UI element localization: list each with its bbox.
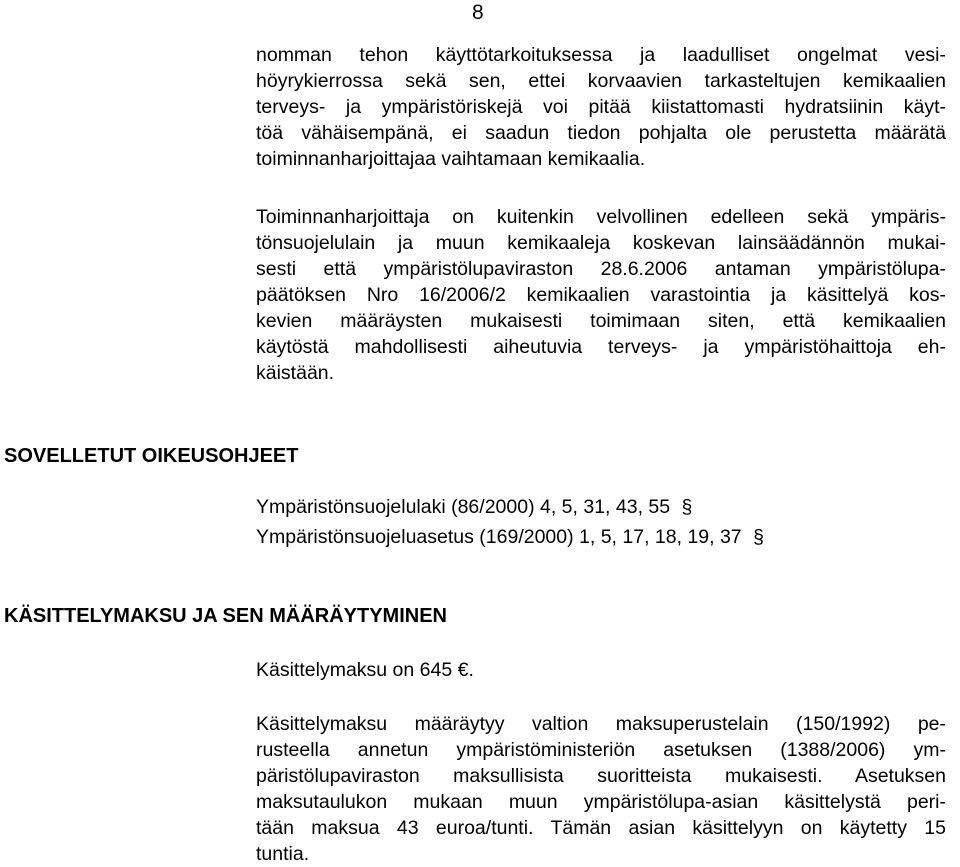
paragraph-line: päätöksen Nro 16/2006/2 kemikaalien varastointia ja käsittelyä kos- [256, 284, 946, 306]
fee-paragraph [256, 711, 946, 867]
paragraph-line: käistään. [256, 362, 335, 384]
paragraph-line: päristölupaviraston maksullisista suoritteista mukaisesti. Asetuksen [256, 765, 946, 787]
legal-reference-text: Ympäristönsuojeluasetus (169/2000) 1, 5, 17, 18, 19, 37 [256, 526, 742, 548]
paragraph-line: nomman tehon käyttötarkoituksessa ja laadulliset ongelmat vesi- [256, 44, 946, 66]
paragraph-line: töä vähäisempänä, ei saadun tiedon pohjalta ole perustetta määrätä [256, 122, 946, 144]
paragraph-line: maksutaulukon mukaan muun ympäristölupa-asian käsittelystä peri- [256, 791, 946, 813]
paragraph-1 [256, 42, 946, 172]
paragraph-2 [256, 204, 946, 386]
paragraph-line: rusteella annetun ympäristöministeriön asetuksen (1388/2006) ym- [256, 739, 946, 761]
paragraph-line: tönsuojelulain ja muun kemikaaleja koskevan lainsäädännön mukai- [256, 232, 946, 254]
legal-reference-text: Ympäristönsuojelulaki (86/2000) 4, 5, 31, 43, 55 [256, 496, 671, 518]
paragraph-line: terveys- ja ympäristöriskejä voi pitää kiistattomasti hydratsiinin käyt- [256, 96, 946, 118]
section-heading-kasittelymaksu: KÄSITTELYMAKSU JA SEN MÄÄRÄYTYMINEN [4, 605, 447, 627]
paragraph-line: toiminnanharjoittajaa vaihtamaan kemikaalia. [256, 148, 646, 170]
paragraph-line: höyrykierrossa sekä sen, ettei korvaavien tarkasteltujen kemikaalien [256, 70, 946, 92]
paragraph-line: Toiminnanharjoittaja on kuitenkin velvollinen edelleen sekä ympäris- [256, 206, 946, 228]
section-heading-sovelletut: SOVELLETUT OIKEUSOHJEET [4, 445, 299, 467]
paragraph-line: kevien määräysten mukaisesti toimimaan siten, että kemikaalien [256, 310, 946, 332]
paragraph-line: Käsittelymaksu määräytyy valtion maksuperustelain (150/1992) pe- [256, 713, 946, 735]
fee-end: . [468, 659, 474, 681]
paragraph-line: sesti että ympäristölupaviraston 28.6.2006 antaman ympäristölupa- [256, 258, 946, 280]
fee-text: Käsittelymaksu on 645 [256, 659, 453, 681]
section-symbol: § [681, 496, 693, 518]
paragraph-line: tuntia. [256, 843, 310, 865]
paragraph-line: tään maksua 43 euroa/tunti. Tämän asian käsittelyyn on käytetty 15 [256, 817, 946, 839]
fee-statement [256, 657, 946, 683]
legal-reference-line [256, 524, 946, 550]
paragraph-line: käytöstä mahdollisesti aiheutuvia terveys- ja ympäristöhaittoja eh- [256, 336, 946, 358]
fee-line [256, 657, 946, 683]
legal-references [256, 494, 946, 550]
euro-symbol: € [457, 659, 469, 681]
page-number: 8 [472, 1, 484, 24]
section-symbol: § [753, 526, 764, 548]
legal-reference-line [256, 494, 946, 520]
